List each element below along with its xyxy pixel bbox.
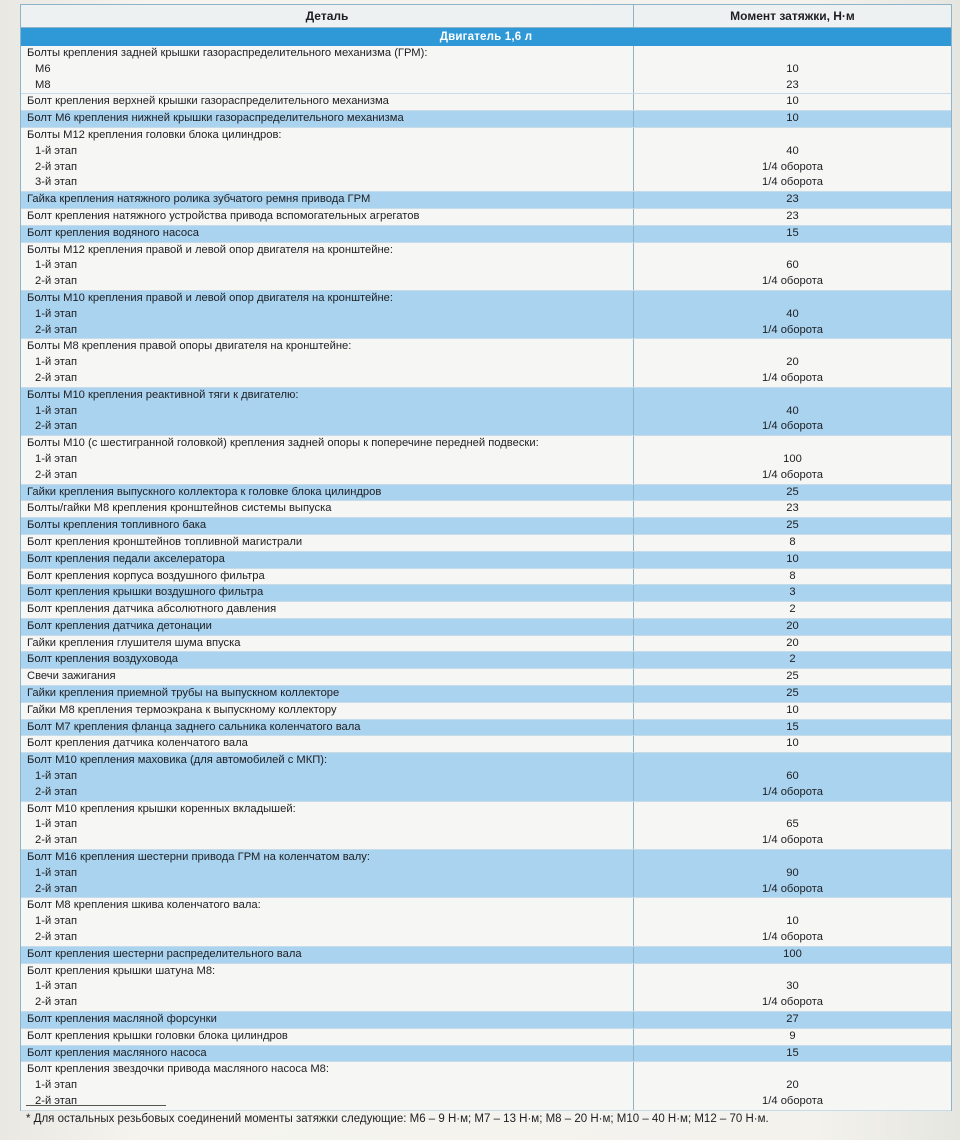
detail-cell — [21, 192, 634, 208]
detail-text: Болт крепления шестерни распределительного вала — [27, 947, 302, 960]
detail-cell — [21, 703, 634, 719]
torque-value: 23 — [786, 209, 799, 222]
torque-cell — [634, 602, 951, 618]
torque-value — [634, 1062, 951, 1078]
stage-label: 2-й этап — [35, 834, 78, 847]
torque-value: 10 — [786, 95, 799, 108]
torque-value: 10 — [786, 112, 799, 125]
detail-text: Болты М8 крепления правой опоры двигателя на кронштейне: — [27, 340, 352, 353]
detail-text: Болт крепления кронштейнов топливной магистрали — [27, 535, 303, 548]
detail-text: Болт крепления звездочки привода масляного насоса М8: — [27, 1063, 329, 1076]
detail-cell — [21, 1029, 634, 1045]
detail-text: Болт М16 крепления шестерни привода ГРМ на коленчатом валу: — [27, 851, 370, 864]
table-body — [21, 46, 951, 1111]
torque-value: 23 — [786, 78, 799, 91]
detail-text: Гайки крепления глушителя шума впуска — [27, 636, 241, 649]
torque-cell — [634, 128, 951, 191]
detail-cell — [21, 46, 634, 93]
column-header-torque: Момент затяжки, Н·м — [730, 9, 855, 23]
stage-label: 1-й этап — [35, 144, 78, 157]
torque-cell — [634, 436, 951, 483]
detail-text: Гайки М8 крепления термоэкрана к выпускному коллектору — [27, 703, 337, 716]
detail-cell — [21, 720, 634, 736]
detail-cell — [21, 291, 634, 338]
torque-value: 23 — [786, 193, 799, 206]
torque-cell — [634, 569, 951, 585]
detail-cell — [21, 128, 634, 191]
torque-table — [20, 4, 952, 1111]
table-row — [21, 753, 951, 801]
stage-label: М8 — [35, 78, 51, 91]
stage-label: 1-й этап — [35, 307, 78, 320]
detail-cell — [21, 669, 634, 685]
detail-text: Болты М10 крепления реактивной тяги к двигателю: — [27, 388, 299, 401]
torque-value: 10 — [786, 703, 799, 716]
table-row — [21, 585, 951, 602]
torque-value: 1/4 оборота — [762, 882, 823, 895]
stage-label: 2-й этап — [35, 785, 78, 798]
stage-label: 1-й этап — [35, 259, 78, 272]
stage-label: 1-й этап — [35, 818, 78, 831]
stage-label: 2-й этап — [35, 371, 78, 384]
detail-cell — [21, 652, 634, 668]
torque-value — [634, 850, 951, 866]
detail-cell — [21, 501, 634, 517]
torque-value: 20 — [786, 356, 799, 369]
detail-cell — [21, 569, 634, 585]
torque-value: 1/4 оборота — [762, 931, 823, 944]
torque-cell — [634, 964, 951, 1011]
detail-text: Болт крепления водяного насоса — [27, 226, 199, 239]
torque-value: 10 — [786, 915, 799, 928]
torque-value: 25 — [786, 670, 799, 683]
detail-cell — [21, 636, 634, 652]
stage-label: 2-й этап — [35, 275, 78, 288]
table-row — [21, 898, 951, 946]
detail-cell — [21, 552, 634, 568]
detail-text: Болты крепления задней крышки газораспределительного механизма (ГРМ): — [27, 47, 428, 59]
torque-cell — [634, 686, 951, 702]
detail-cell — [21, 436, 634, 483]
detail-text: Болт М8 крепления шкива коленчатого вала: — [27, 899, 261, 912]
table-row — [21, 535, 951, 552]
torque-value: 100 — [783, 947, 802, 960]
stage-label: 1-й этап — [35, 980, 78, 993]
torque-value: 1/4 оборота — [762, 785, 823, 798]
stage-label: 2-й этап — [35, 931, 78, 944]
torque-value: 10 — [786, 737, 799, 750]
torque-cell — [634, 518, 951, 534]
table-row — [21, 1062, 951, 1110]
table-row — [21, 602, 951, 619]
detail-text: Болт крепления масляной форсунки — [27, 1013, 217, 1026]
detail-cell — [21, 1062, 634, 1109]
torque-cell — [634, 619, 951, 635]
table-row — [21, 339, 951, 387]
footnote-divider — [26, 1105, 166, 1106]
torque-value: 1/4 оборота — [762, 323, 823, 336]
torque-value: 25 — [786, 687, 799, 700]
torque-cell — [634, 1012, 951, 1028]
torque-cell — [634, 46, 951, 93]
detail-cell — [21, 947, 634, 963]
torque-value — [634, 46, 951, 62]
detail-text: Болты/гайки М8 крепления кронштейнов системы выпуска — [27, 502, 332, 515]
torque-value: 1/4 оборота — [762, 834, 823, 847]
torque-value: 60 — [786, 259, 799, 272]
table-row — [21, 243, 951, 291]
table-row — [21, 518, 951, 535]
detail-text: Болт крепления корпуса воздушного фильтра — [27, 569, 265, 582]
table-row — [21, 720, 951, 737]
torque-value — [634, 388, 951, 404]
stage-label: 2-й этап — [35, 996, 78, 1009]
torque-cell — [634, 1046, 951, 1062]
stage-label: 2-й этап — [35, 468, 78, 481]
table-row — [21, 1012, 951, 1029]
detail-text: Болты крепления топливного бака — [27, 519, 207, 532]
torque-value: 15 — [786, 226, 799, 239]
torque-value: 20 — [786, 636, 799, 649]
detail-text: Болт крепления крышки воздушного фильтра — [27, 586, 264, 599]
detail-cell — [21, 111, 634, 127]
detail-text: Болт крепления натяжного устройства привода вспомогательных агрегатов — [27, 209, 420, 222]
torque-cell — [634, 669, 951, 685]
torque-cell — [634, 802, 951, 849]
detail-cell — [21, 339, 634, 386]
torque-value — [634, 291, 951, 307]
table-row — [21, 128, 951, 192]
torque-value: 60 — [786, 770, 799, 783]
torque-value: 90 — [786, 866, 799, 879]
table-row — [21, 1029, 951, 1046]
torque-cell — [634, 291, 951, 338]
detail-text: Болт крепления верхней крышки газораспределительного механизма — [27, 95, 389, 108]
torque-value: 25 — [786, 519, 799, 532]
detail-text: Гайка крепления натяжного ролика зубчатого ремня привода ГРМ — [27, 193, 371, 206]
table-row — [21, 501, 951, 518]
table-row — [21, 619, 951, 636]
detail-text: Болт крепления воздуховода — [27, 653, 178, 666]
torque-value: 10 — [786, 552, 799, 565]
column-header-detail: Деталь — [21, 5, 634, 27]
torque-cell — [634, 226, 951, 242]
detail-cell — [21, 535, 634, 551]
detail-text: Болт М7 крепления фланца заднего сальника коленчатого вала — [27, 720, 361, 733]
table-row — [21, 291, 951, 339]
stage-label: 1-й этап — [35, 866, 78, 879]
torque-cell — [634, 898, 951, 945]
torque-value: 1/4 оборота — [762, 1095, 823, 1107]
table-row — [21, 947, 951, 964]
table-row — [21, 736, 951, 753]
torque-cell — [634, 94, 951, 110]
detail-text: Свечи зажигания — [27, 670, 116, 683]
detail-cell — [21, 686, 634, 702]
detail-cell — [21, 518, 634, 534]
detail-text: Болты М10 (с шестигранной головкой) крепления задней опоры к поперечине передней подвески: — [27, 437, 539, 450]
detail-text: Болт крепления масляного насоса — [27, 1046, 207, 1059]
torque-cell — [634, 850, 951, 897]
table-row — [21, 209, 951, 226]
torque-value: 1/4 оборота — [762, 275, 823, 288]
torque-value: 23 — [786, 502, 799, 515]
table-row — [21, 669, 951, 686]
stage-label: 1-й этап — [35, 770, 78, 783]
table-row — [21, 964, 951, 1012]
torque-value — [634, 753, 951, 769]
torque-value — [634, 128, 951, 144]
detail-cell — [21, 388, 634, 435]
torque-value: 15 — [786, 1046, 799, 1059]
torque-cell — [634, 736, 951, 752]
table-row — [21, 436, 951, 484]
detail-cell — [21, 850, 634, 897]
detail-cell — [21, 753, 634, 800]
torque-cell — [634, 111, 951, 127]
torque-value: 40 — [786, 144, 799, 157]
detail-cell — [21, 1046, 634, 1062]
detail-cell — [21, 736, 634, 752]
stage-label: 2-й этап — [35, 882, 78, 895]
torque-value: 100 — [783, 452, 802, 465]
stage-label: 1-й этап — [35, 452, 78, 465]
torque-value: 1/4 оборота — [762, 176, 823, 189]
footnote-text: * Для остальных резьбовых соединений моменты затяжки следующие: М6 – 9 Н·м; М7 – 13 Н·м; М8 – 20 Н·м; М10 – 40 Н·м; М12 – 70 Н·м. — [26, 1113, 769, 1125]
torque-value: 40 — [786, 307, 799, 320]
torque-cell — [634, 535, 951, 551]
torque-value: 8 — [789, 535, 796, 548]
detail-text: Болт крепления датчика абсолютного давления — [27, 603, 277, 616]
torque-value — [634, 898, 951, 914]
torque-value: 9 — [789, 1029, 796, 1042]
torque-value — [634, 243, 951, 259]
stage-label: 1-й этап — [35, 404, 78, 417]
detail-cell — [21, 619, 634, 635]
stage-label: 1-й этап — [35, 1079, 78, 1092]
stage-label: 2-й этап — [35, 1095, 78, 1107]
detail-text: Болт М10 крепления крышки коренных вкладышей: — [27, 802, 296, 815]
stage-label: 2-й этап — [35, 420, 78, 433]
detail-cell — [21, 898, 634, 945]
torque-value: 10 — [786, 62, 799, 75]
torque-cell — [634, 501, 951, 517]
detail-text: Болт крепления датчика детонации — [27, 619, 212, 632]
torque-value — [634, 436, 951, 452]
table-row — [21, 485, 951, 502]
table-row — [21, 850, 951, 898]
detail-cell — [21, 94, 634, 110]
table-row — [21, 192, 951, 209]
table-row — [21, 94, 951, 111]
table-row — [21, 111, 951, 128]
detail-cell — [21, 226, 634, 242]
stage-label: 2-й этап — [35, 323, 78, 336]
detail-text: Болт крепления крышки головки блока цилиндров — [27, 1029, 288, 1042]
stage-label: 1-й этап — [35, 915, 78, 928]
torque-cell — [634, 703, 951, 719]
table-row — [21, 552, 951, 569]
detail-cell — [21, 602, 634, 618]
stage-label: 2-й этап — [35, 160, 78, 173]
torque-cell — [634, 652, 951, 668]
torque-value: 1/4 оборота — [762, 371, 823, 384]
table-row — [21, 388, 951, 436]
table-row — [21, 686, 951, 703]
detail-cell — [21, 209, 634, 225]
table-row — [21, 46, 951, 94]
torque-value: 40 — [786, 404, 799, 417]
table-row — [21, 636, 951, 653]
torque-cell — [634, 720, 951, 736]
torque-value: 20 — [786, 1079, 799, 1092]
stage-label: М6 — [35, 62, 51, 75]
detail-text: Болт М10 крепления маховика (для автомобилей с МКП): — [27, 754, 328, 767]
table-row — [21, 226, 951, 243]
torque-cell — [634, 636, 951, 652]
torque-cell — [634, 1029, 951, 1045]
torque-value: 1/4 оборота — [762, 468, 823, 481]
torque-cell — [634, 243, 951, 290]
torque-value: 8 — [789, 569, 796, 582]
detail-text: Гайки крепления приемной трубы на выпускном коллекторе — [27, 687, 340, 700]
detail-text: Болт М6 крепления нижней крышки газораспределительного механизма — [27, 112, 404, 125]
torque-cell — [634, 388, 951, 435]
detail-text: Болт крепления датчика коленчатого вала — [27, 737, 248, 750]
stage-label: 1-й этап — [35, 356, 78, 369]
detail-text: Болты М10 крепления правой и левой опор двигателя на кронштейне: — [27, 291, 394, 304]
table-row — [21, 1046, 951, 1063]
torque-cell — [634, 339, 951, 386]
torque-cell — [634, 1062, 951, 1109]
torque-value — [634, 964, 951, 980]
torque-value: 1/4 оборота — [762, 996, 823, 1009]
detail-text: Болт крепления педали акселератора — [27, 552, 225, 565]
torque-cell — [634, 209, 951, 225]
detail-cell — [21, 485, 634, 501]
torque-value: 15 — [786, 720, 799, 733]
torque-value: 25 — [786, 485, 799, 498]
torque-value: 1/4 оборота — [762, 160, 823, 173]
detail-cell — [21, 802, 634, 849]
detail-cell — [21, 964, 634, 1011]
detail-text: Гайки крепления выпускного коллектора к головке блока цилиндров — [27, 485, 382, 498]
torque-value: 30 — [786, 980, 799, 993]
detail-text: Болты М12 крепления головки блока цилиндров: — [27, 128, 282, 141]
detail-cell — [21, 243, 634, 290]
torque-value: 1/4 оборота — [762, 420, 823, 433]
table-row — [21, 569, 951, 586]
section-title: Двигатель 1,6 л — [21, 28, 951, 46]
torque-cell — [634, 947, 951, 963]
torque-value: 3 — [789, 586, 796, 599]
torque-value: 27 — [786, 1013, 799, 1026]
torque-value: 20 — [786, 619, 799, 632]
footnote — [26, 1110, 926, 1128]
torque-cell — [634, 192, 951, 208]
detail-text: Болты М12 крепления правой и левой опор двигателя на кронштейне: — [27, 243, 394, 256]
detail-cell — [21, 585, 634, 601]
detail-text: Болт крепления крышки шатуна М8: — [27, 964, 216, 977]
torque-cell — [634, 753, 951, 800]
table-row — [21, 802, 951, 850]
torque-value: 2 — [789, 603, 796, 616]
torque-cell — [634, 585, 951, 601]
torque-value: 65 — [786, 818, 799, 831]
detail-cell — [21, 1012, 634, 1028]
torque-cell — [634, 552, 951, 568]
stage-label: 3-й этап — [35, 176, 78, 189]
table-row — [21, 652, 951, 669]
torque-value: 2 — [789, 653, 796, 666]
table-header — [21, 4, 951, 28]
torque-cell — [634, 485, 951, 501]
torque-value — [634, 339, 951, 355]
table-row — [21, 703, 951, 720]
torque-value — [634, 802, 951, 818]
